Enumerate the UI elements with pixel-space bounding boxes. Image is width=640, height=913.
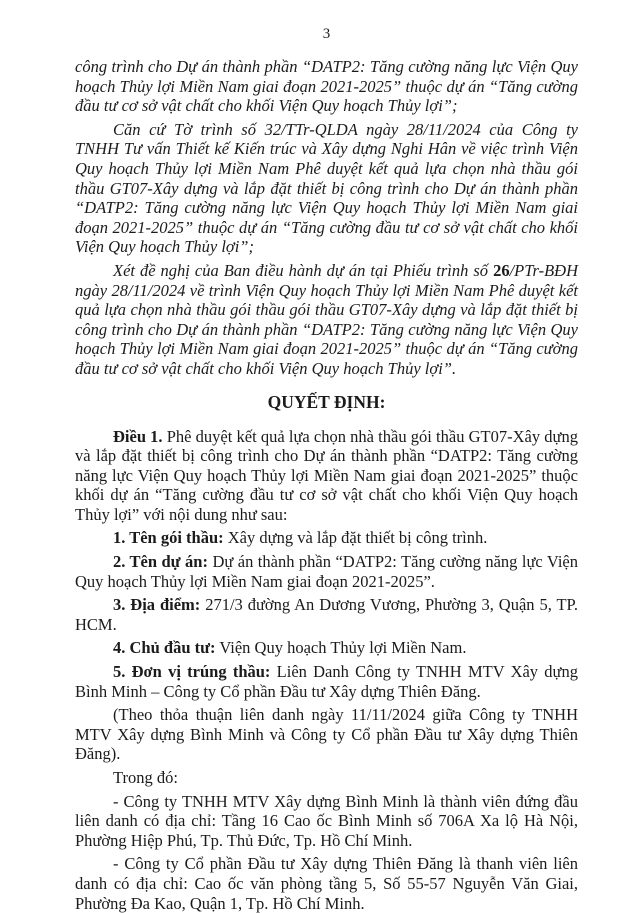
item-chu-dau-tu (75, 638, 578, 658)
article-1-paragraph (75, 427, 578, 525)
item-ten-du-an-label: 2. Tên dự án: (113, 552, 208, 572)
article-1-text: Phê duyệt kết quả lựa chọn nhà thầu gói thầu GT07-Xây dựng và lắp đặt thiết bị công trình cho Dự án thành phần “DATP2: Tăng cường năng lực Viện Quy hoạch Thủy lợi Miền Nam giai đoạn 2021-2025” thuộc khối dự án “Tăng cường đầu tư cơ sở vật chất cho khối Viện Quy hoạch Thủy lợi” với nội dung như sau: (75, 426, 578, 524)
document-body (75, 57, 578, 913)
item-ten-goi-thau (75, 528, 578, 548)
item-ten-goi-thau-text: Xây dựng và lắp đặt thiết bị công trình. (223, 528, 488, 548)
item-don-vi-trung-thau (75, 662, 578, 701)
article-1-label: Điều 1. (113, 426, 163, 446)
item-chu-dau-tu-text: Viện Quy hoạch Thủy lợi Miền Nam. (215, 638, 467, 658)
item-dia-diem-label: 3. Địa điểm: (113, 595, 201, 615)
decision-heading: QUYẾT ĐỊNH: (267, 391, 386, 412)
citation-text-before: Xét đề nghị của Ban điều hành dự án tại Phiếu trình số (113, 260, 494, 280)
item-chu-dau-tu-label: 4. Chủ đầu tư: (113, 638, 216, 658)
trong-do-line: Trong đó: (113, 768, 178, 787)
citation-to-trinh-paragraph: Căn cứ Tờ trình số 32/TTr-QLDA ngày 28/11/2024 của Công ty TNHH Tư vấn Thiết kế Kiến trúc và Xây dựng Nghi Hân về việc trình Viện Quy hoạch Thủy lợi Miền Nam Phê duyệt kết quả lựa chọn nhà thầu gói thầu GT07-Xây dựng và lắp đặt thiết bị công trình cho Dự án thành phần “DATP2: Tăng cường năng lực Viện Quy hoạch Thủy lợi Miền Nam giai đoạn 2021-2025” thuộc dự án “Tăng cường đầu tư cơ sở vật chất cho khối Viện Quy hoạch Thủy lợi”; (75, 119, 578, 257)
citation-phieu-trinh-paragraph (75, 261, 578, 379)
page-number: 3 (322, 26, 331, 42)
item-ten-du-an (75, 552, 578, 591)
item-don-vi-trung-thau-label: 5. Đơn vị trúng thầu: (113, 662, 271, 682)
continuation-paragraph: công trình cho Dự án thành phần “DATP2: Tăng cường năng lực Viện Quy hoạch Thủy lợi Miền Nam giai đoạn 2021-2025” thuộc dự án “Tăng cường đầu tư cơ sở vật chất cho khối Viện Quy hoạch Thủy lợi”; (75, 57, 578, 116)
item-don-vi-trung-thau-text: Liên Danh Công ty TNHH MTV Xây dựng Bình Minh – Công ty Cổ phần Đầu tư Xây dựng Thiên Đăng. (75, 662, 578, 701)
item-dia-diem-text: 271/3 đường An Dương Vương, Phường 3, Quận 5, TP. HCM. (75, 595, 578, 634)
item-ten-du-an-text: Dự án thành phần “DATP2: Tăng cường năng lực Viện Quy hoạch Thủy lợi Miền Nam giai đoạn 2021-2025”. (75, 552, 578, 591)
joint-venture-note-paragraph: (Theo thỏa thuận liên danh ngày 11/11/2024 giữa Công ty TNHH MTV Xây dựng Bình Minh và Công ty Cổ phần Đầu tư Xây dựng Thiên Đăng). (75, 705, 578, 764)
phieu-trinh-number: 26 (493, 260, 510, 280)
citation-text-after: /PTr-BĐH ngày 28/11/2024 về trình Viện Quy hoạch Thủy lợi Miền Nam Phê duyệt kết quả lựa chọn nhà thầu gói thầu gói thầu GT07-Xây dựng và lắp đặt thiết bị công trình cho Dự án thành phần “DATP2: Tăng cường năng lực Viện Quy hoạch Thủy lợi Miền Nam giai đoạn 2021-2025” thuộc dự án “Tăng cường đầu tư cơ sở vật chất cho khối Viện Quy hoạch Thủy lợi”. (75, 260, 578, 378)
member-thien-dang-paragraph: - Công ty Cổ phần Đầu tư Xây dựng Thiên Đăng là thanh viên liên danh có địa chỉ: Cao ốc văn phòng tầng 5, Số 55-57 Nguyễn Văn Giai, Phường Đa Kao, Quận 1, Tp. Hồ Chí Minh. (75, 854, 578, 913)
item-ten-goi-thau-label: 1. Tên gói thầu: (113, 528, 224, 548)
item-dia-diem (75, 595, 578, 634)
member-binh-minh-paragraph: - Công ty TNHH MTV Xây dựng Bình Minh là thành viên đứng đầu liên danh có địa chỉ: Tầng 16 Cao ốc Bình Minh số 706A Xa lộ Hà Nội, Phường Hiệp Phú, Tp. Thủ Đức, Tp. Hồ Chí Minh. (75, 791, 578, 850)
